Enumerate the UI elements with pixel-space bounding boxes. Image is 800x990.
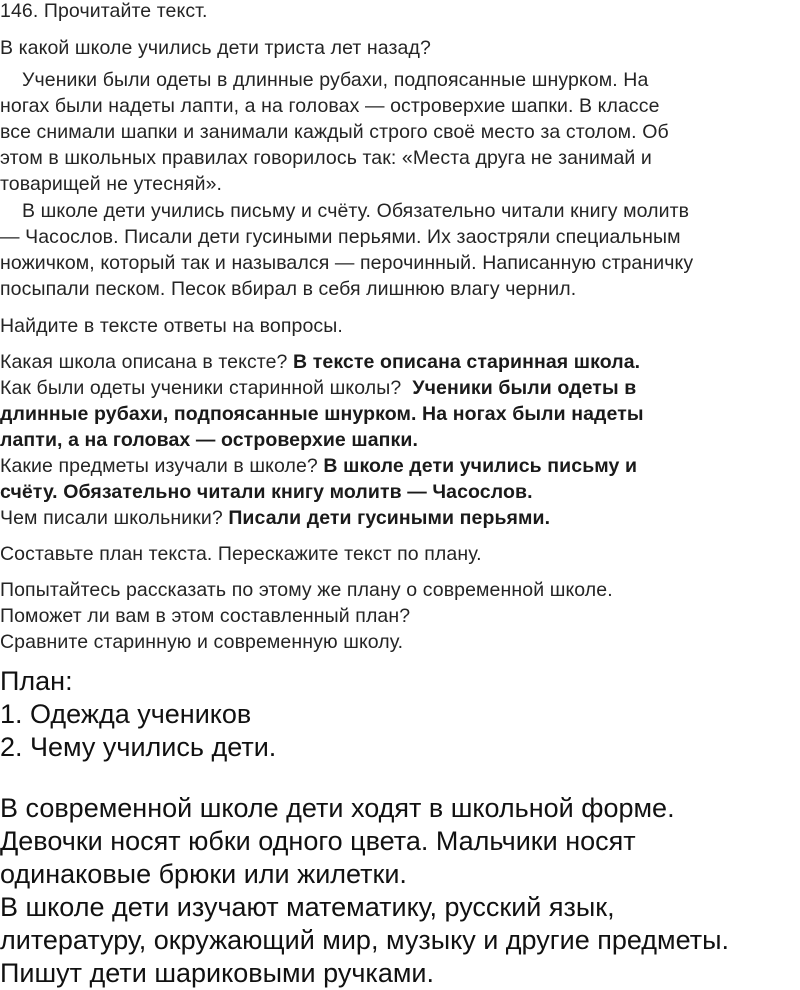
plan-item: 2. Чему учились дети. bbox=[0, 732, 277, 762]
task-make-plan: Составьте план текста. Перескажите текст по плану. bbox=[0, 543, 482, 565]
question-text: Как были одеты ученики старинной школы? bbox=[0, 377, 402, 399]
question-text: Какая школа описана в тексте? bbox=[0, 351, 288, 373]
text-line: — Часослов. Писали дети гусиными перьями. Их заостряли специальным bbox=[0, 226, 681, 248]
text-line: этом в школьных правилах говорилось так: «Места друга не занимай и bbox=[0, 147, 652, 169]
task-line: Сравните старинную и современную школу. bbox=[0, 631, 404, 653]
answer-line: одинаковые брюки или жилетки. bbox=[0, 859, 407, 889]
plan-title: План: bbox=[0, 666, 73, 696]
answer-text: В тексте описана старинная школа. bbox=[293, 351, 641, 373]
text-line: посыпали песком. Песок вбирал в себя лишнюю влагу чернил. bbox=[0, 278, 577, 300]
answer-text: Ученики были одеты в bbox=[412, 377, 637, 399]
answer-line: Пишут дети шариковыми ручками. bbox=[0, 958, 434, 988]
question-text: Какие предметы изучали в школе? bbox=[0, 455, 318, 477]
text-line: В школе дети учились письму и счёту. Обязательно читали книгу молитв bbox=[22, 200, 690, 222]
qa-line bbox=[0, 453, 637, 479]
answer-text: В школе дети учились письму и bbox=[323, 455, 638, 477]
task-line: Попытайтесь рассказать по этому же плану о современной школе. bbox=[0, 579, 613, 601]
answer-line: Девочки носят юбки одного цвета. Мальчики носят bbox=[0, 826, 636, 856]
text-line: все снимали шапки и занимали каждый строго своё место за столом. Об bbox=[0, 121, 669, 143]
answer-line: В школе дети изучают математику, русский язык, bbox=[0, 892, 615, 922]
exercise-question: В какой школе учились дети триста лет назад? bbox=[0, 37, 431, 59]
exercise-title: 146. Прочитайте текст. bbox=[0, 0, 208, 22]
qa-line bbox=[0, 505, 550, 531]
task-find-answers: Найдите в тексте ответы на вопросы. bbox=[0, 315, 343, 337]
answer-line: В современной школе дети ходят в школьной форме. bbox=[0, 793, 675, 823]
qa-line bbox=[0, 349, 640, 375]
answer-text: Писали дети гусиными перьями. bbox=[228, 507, 551, 529]
question-text: Чем писали школьники? bbox=[0, 507, 223, 529]
text-line: ногах были надеты лапти, а на головах — островерхие шапки. В классе bbox=[0, 95, 660, 117]
answer-text: лапти, а на головах — островерхие шапки. bbox=[0, 429, 419, 451]
plan-item: 1. Одежда учеников bbox=[0, 699, 252, 729]
answer-text: счёту. Обязательно читали книгу молитв — Часослов. bbox=[0, 481, 533, 503]
text-line: ножичком, который так и назывался — перочинный. Написанную страничку bbox=[0, 252, 694, 274]
answer-text: длинные рубахи, подпоясанные шнурком. На ногах были надеты bbox=[0, 403, 644, 425]
text-line: товарищей не утесняй». bbox=[0, 173, 223, 195]
task-line: Поможет ли вам в этом составленный план? bbox=[0, 605, 411, 627]
qa-line bbox=[0, 375, 636, 401]
text-line: Ученики были одеты в длинные рубахи, подпоясанные шнурком. На bbox=[22, 69, 649, 91]
answer-line: литературу, окружающий мир, музыку и другие предметы. bbox=[0, 925, 729, 955]
